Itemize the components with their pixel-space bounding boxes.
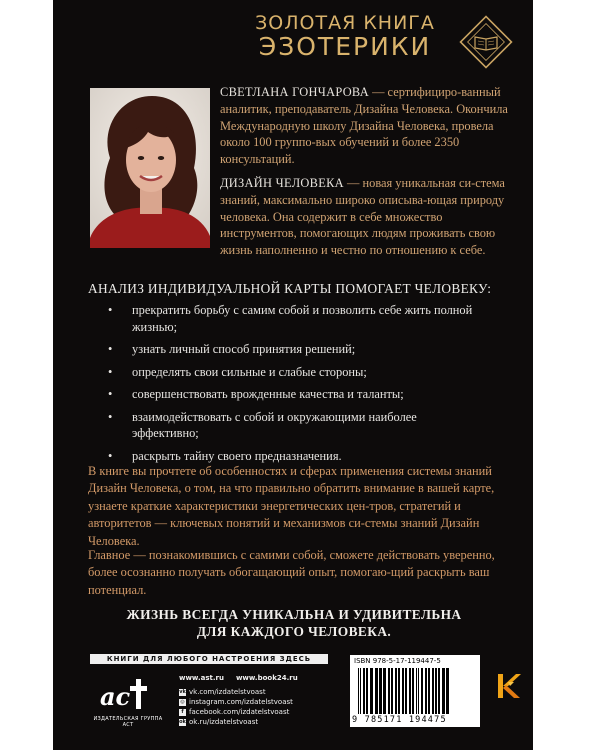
system-name: ДИЗАЙН ЧЕЛОВЕКА bbox=[220, 175, 344, 190]
social-links bbox=[179, 687, 349, 727]
list-item-text: прекратить борьбу с самим собой и позволить себе жить полной жизнью; bbox=[132, 303, 473, 334]
list-item bbox=[108, 302, 478, 335]
list-item-text: взаимодействовать с собой и окружающими наиболее эффективно; bbox=[132, 409, 417, 440]
barcode-bar bbox=[418, 668, 419, 714]
barcode-bar bbox=[438, 668, 440, 714]
barcode-bar bbox=[409, 668, 411, 714]
isbn-number: ISBN 978-5-17-119447-5 bbox=[354, 657, 441, 665]
tagline-strip: КНИГИ ДЛЯ ЛЮБОГО НАСТРОЕНИЯ ЗДЕСЬ bbox=[90, 654, 328, 664]
barcode-bar bbox=[442, 668, 445, 714]
description-paragraph-2: Главное — познакомившись с самими собой, сможете действовать уверенно, более осознанно получать обогащающий опыт, помогаю-щий раскрыть ваш потенциал. bbox=[88, 548, 495, 597]
websites bbox=[179, 673, 349, 683]
isbn-barcode-block bbox=[350, 655, 480, 727]
system-bio bbox=[220, 175, 510, 259]
list-item-text: определять свои сильные и слабые стороны; bbox=[132, 364, 367, 379]
bullet-icon: • bbox=[108, 364, 113, 379]
social-link-vk[interactable]: vk vk.com/izdatelstvoast bbox=[179, 688, 266, 696]
series-title-line-2: ЭЗОТЕРИКИ bbox=[258, 31, 432, 61]
section-heading: АНАЛИЗ ИНДИВИДУАЛЬНОЙ КАРТЫ ПОМОГАЕТ ЧЕЛОВЕКУ: bbox=[88, 281, 492, 296]
barcode-bar bbox=[446, 668, 449, 714]
bio-block bbox=[220, 84, 510, 266]
svg-text:ac: ac bbox=[100, 682, 131, 711]
barcode-bar bbox=[398, 668, 400, 714]
barcode-bar bbox=[402, 668, 404, 714]
bullet-icon: • bbox=[108, 387, 113, 401]
slogan-line-1: ЖИЗНЬ ВСЕГДА УНИКАЛЬНА И УДИВИТЕЛЬНА bbox=[126, 607, 462, 622]
social-link-instagram[interactable]: ◎ instagram.com/izdatelstvoast bbox=[180, 698, 293, 706]
barcode-digits: 9 785171 194475 bbox=[352, 715, 447, 725]
barcode-bar bbox=[435, 668, 437, 714]
bullet-icon: • bbox=[108, 303, 113, 317]
social-link-odnoklassniki[interactable]: ok ok.ru/izdatelstvoast bbox=[179, 718, 259, 726]
ast-logo-icon bbox=[98, 673, 158, 715]
series-title-line-1: ЗОЛОТАЯ КНИГА bbox=[255, 12, 435, 34]
author-bio bbox=[220, 84, 510, 168]
list-item bbox=[108, 341, 478, 358]
barcode-bar bbox=[358, 668, 359, 714]
barcode-bar bbox=[391, 668, 393, 714]
barcode-bar bbox=[405, 668, 407, 714]
author-name: СВЕТЛАНА ГОНЧАРОВА bbox=[220, 85, 369, 99]
slogan-line-2: ДЛЯ КАЖДОГО ЧЕЛОВЕКА. bbox=[196, 624, 392, 639]
barcode-bar bbox=[416, 668, 417, 714]
list-item bbox=[108, 448, 478, 465]
description-paragraph-1: В книге вы прочтете об особенностях и сферах применения системы знаний Дизайн Человека, о том, на что правильно обратить внимание в вашей карте, узнаете краткие характеристики энергетических цен-тров, стратегий и авторитетов — ключевых понятий и механизмов си-стемы знаний Дизайн Человека. bbox=[88, 464, 495, 548]
list-item-text: совершенствовать врожденные качества и таланты; bbox=[132, 387, 404, 401]
barcode-bar bbox=[432, 668, 434, 714]
facebook-icon: f bbox=[179, 709, 186, 716]
author-photo bbox=[90, 88, 210, 248]
system-bio-text: — новая уникальная си-стема знаний, максимально широко описыва-ющая природу человека. Она содержит в себе множество инструментов, помогающих людям проживать свою жизнь наполненно и честно по отношению к себе. bbox=[220, 175, 505, 258]
publisher-caption: ИЗДАТЕЛЬСКАЯ ГРУППА АСТ bbox=[93, 716, 163, 728]
barcode bbox=[356, 668, 474, 714]
list-item-text: узнать личный способ принятия решений; bbox=[132, 342, 356, 356]
barcode-bar bbox=[383, 668, 386, 714]
barcode-bar bbox=[425, 668, 427, 714]
barcode-bar bbox=[363, 668, 365, 714]
list-item bbox=[108, 409, 478, 442]
list-item bbox=[108, 386, 478, 403]
open-book-emblem-icon bbox=[456, 12, 516, 72]
bullet-icon: • bbox=[108, 409, 113, 424]
barcode-bar bbox=[370, 668, 373, 714]
bullet-icon: • bbox=[108, 448, 113, 463]
benefit-list bbox=[108, 302, 478, 470]
barcode-bar bbox=[388, 668, 390, 714]
barcode-bar bbox=[375, 668, 378, 714]
barcode-bar bbox=[360, 668, 361, 714]
list-item-text: раскрыть тайну своего предназначения. bbox=[132, 448, 342, 463]
series-title bbox=[245, 14, 445, 60]
barcode-bar bbox=[379, 668, 382, 714]
publisher-k-mark-icon bbox=[496, 672, 522, 700]
book-back-cover bbox=[53, 0, 533, 750]
barcode-bar bbox=[421, 668, 423, 714]
barcode-bar bbox=[428, 668, 430, 714]
barcode-bar bbox=[366, 668, 368, 714]
list-item bbox=[108, 364, 478, 381]
odnoklassniki-icon: ok bbox=[179, 718, 186, 725]
site-link-book24[interactable]: www.book24.ru bbox=[235, 674, 298, 682]
vk-icon: vk bbox=[179, 688, 186, 695]
slogan bbox=[88, 606, 500, 640]
ast-publisher-logo bbox=[93, 673, 163, 731]
author-bio-text: — сертифициро-ванный аналитик, преподаватель Дизайна Человека. Окончила Международную школу Дизайна Человека, провела около 100 группо-вых обучений и более 2350 консультаций. bbox=[220, 85, 508, 167]
barcode-bar bbox=[412, 668, 414, 714]
social-link-facebook[interactable]: f facebook.com/izdatelstvoast bbox=[179, 707, 349, 717]
bullet-icon: • bbox=[108, 342, 113, 356]
site-link-ast[interactable]: www.ast.ru bbox=[179, 674, 224, 682]
barcode-bar bbox=[395, 668, 397, 714]
instagram-icon: ◎ bbox=[180, 698, 185, 705]
